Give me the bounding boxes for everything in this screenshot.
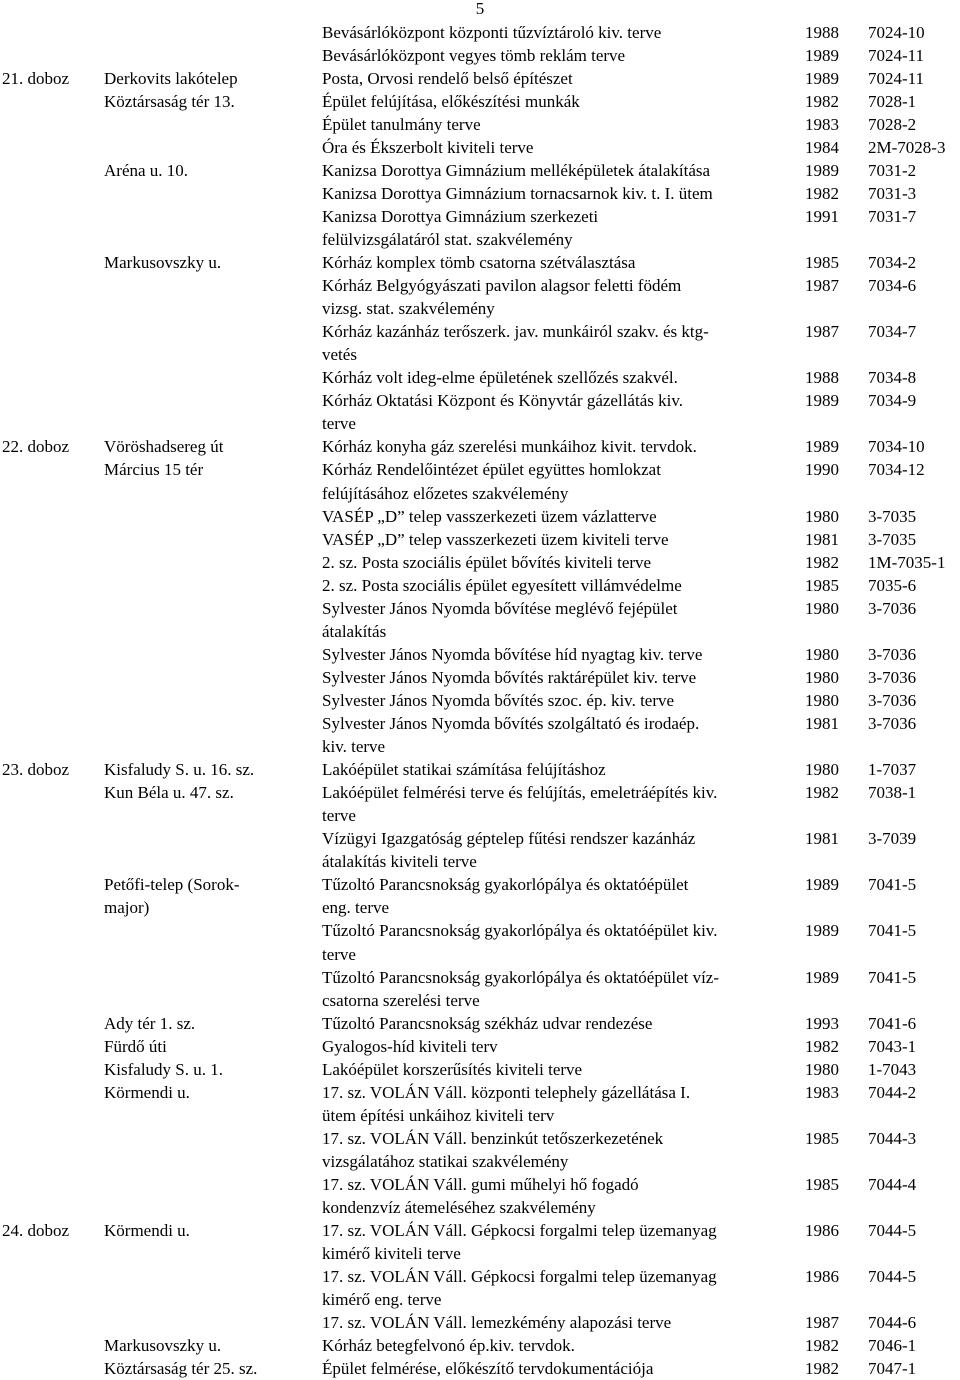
description: Tűzoltó Parancsnokság gyakorlópálya és oktatóépület kiv. [322,921,718,941]
plan-code: 3-7036 [868,598,917,618]
description: Tűzoltó Parancsnokság székház udvar rendezése [322,1013,653,1033]
table-row [0,1334,960,1357]
location: Köztársaság tér 25. sz. [104,1359,258,1379]
plan-code: 7024-11 [868,68,925,88]
year: 1989 [805,875,839,895]
year: 1983 [805,1082,839,1102]
table-row [0,1357,960,1380]
description: Tűzoltó Parancsnokság gyakorlópálya és oktatóépület [322,875,689,895]
year: 1993 [805,1013,839,1033]
description: Tűzoltó Parancsnokság gyakorlópálya és oktatóépület víz- [322,967,720,987]
plan-code: 3-7036 [868,644,917,664]
description: csatorna szerelési terve [322,990,480,1010]
description: 2. sz. Posta szociális épület egyesített villámvédelme [322,575,682,595]
table-row [0,1219,960,1242]
location: major) [104,898,150,918]
year: 1989 [805,921,839,941]
table-row [0,228,960,251]
plan-code: 7024-10 [868,22,925,42]
plan-code: 1M-7035-1 [868,552,946,572]
year: 1980 [805,506,839,526]
description: 17. sz. VOLÁN Váll. Gépkocsi forgalmi telep üzemanyag [322,1267,717,1287]
location: Ady tér 1. sz. [104,1013,196,1033]
table-row [0,274,960,297]
table-row [0,458,960,481]
year: 1989 [805,160,839,180]
plan-code: 7035-6 [868,575,917,595]
year: 1989 [805,45,839,65]
year: 1991 [805,206,839,226]
description: Kanizsa Dorottya Gimnázium melléképületek átalakítása [322,160,711,180]
year: 1980 [805,760,839,780]
year: 1989 [805,68,839,88]
table-row [0,67,960,90]
location: Derkovits lakótelep [104,68,238,88]
year: 1982 [805,183,839,203]
table-row [0,136,960,159]
description: kiv. terve [322,737,386,757]
year: 1980 [805,690,839,710]
location: Aréna u. 10. [104,160,189,180]
year: 1983 [805,114,839,134]
plan-code: 7043-1 [868,1036,917,1056]
description: Sylvester János Nyomda bővítése meglévő fejépület [322,598,678,618]
description: VASÉP „D” telep vasszerkezeti üzem kiviteli terve [322,529,669,549]
plan-code: 1-7037 [868,760,917,780]
table-row [0,781,960,804]
plan-code: 7034-7 [868,322,917,342]
table-row [0,205,960,228]
year: 1980 [805,598,839,618]
plan-code: 7044-2 [868,1082,917,1102]
description: Kórház konyha gáz szerelési munkáihoz kivit. tervdok. [322,437,697,457]
plan-code: 3-7035 [868,529,917,549]
year: 1982 [805,1336,839,1356]
plan-code: 7034-8 [868,368,917,388]
plan-code: 7044-4 [868,1175,917,1194]
location: Vöröshadsereg út [104,437,224,457]
year: 1987 [805,322,839,342]
description: Kórház Oktatási Központ és Könyvtár gázellátás kiv. [322,391,683,411]
year: 1980 [805,1059,839,1079]
description: Posta, Orvosi rendelő belső építészet [322,68,573,88]
location: Petőfi-telep (Sorok- [104,875,240,895]
box-number: 21. doboz [2,68,70,88]
description: Kórház Rendelőintézet épület együttes homlokzat [322,460,661,480]
plan-code: 7044-3 [868,1128,917,1148]
year: 1987 [805,1313,839,1333]
description: Épület felújítása, előkészítési munkák [322,91,580,111]
table-row [0,297,960,320]
plan-code: 7024-11 [868,45,925,65]
location: Kun Béla u. 47. sz. [104,783,234,803]
description: Gyalogos-híd kiviteli terv [322,1036,498,1056]
year: 1990 [805,460,839,480]
page-number: 5 [475,0,485,18]
description: 17. sz. VOLÁN Váll. benzinkút tetőszerkezetének [322,1128,664,1148]
plan-code: 7034-10 [868,437,925,457]
box-number: 24. doboz [2,1221,70,1241]
table-row [0,1311,960,1334]
plan-code: 7041-6 [868,1013,917,1033]
year: 1982 [805,1036,839,1056]
table-row [0,1288,960,1311]
description: Kórház komplex tömb csatorna szétválasztása [322,253,636,272]
year: 1989 [805,391,839,411]
table-row [0,21,960,44]
description: terve [322,944,356,964]
year: 1989 [805,967,839,987]
description: Épület tanulmány terve [322,114,481,134]
description: Kanizsa Dorottya Gimnázium tornacsarnok kiv. t. I. ütem [322,183,713,203]
description: Kórház volt ideg-elme épületének szellőzés szakvél. [322,368,678,388]
table-row [0,90,960,113]
description: felújításához előzetes szakvélemény [322,483,569,503]
table-row [0,343,960,366]
location: Kisfaludy S. u. 1. [104,1059,223,1079]
plan-code: 1-7043 [868,1059,917,1079]
description: Sylvester János Nyomda bővítés szoc. ép. kiv. terve [322,690,675,710]
table-row [0,712,960,735]
table-row [0,182,960,205]
table-row [0,689,960,712]
table-row [0,574,960,597]
year: 1981 [805,714,839,733]
table-row [0,966,960,989]
plan-code: 7041-5 [868,875,917,895]
table-row [0,1196,960,1219]
table-row [0,989,960,1012]
plan-code: 7041-5 [868,967,917,987]
plan-code: 7031-3 [868,183,917,203]
plan-code: 7034-12 [868,460,925,480]
description: kimérő eng. terve [322,1290,442,1310]
table-row [0,1127,960,1150]
table-row [0,735,960,758]
plan-code: 7046-1 [868,1336,917,1356]
plan-code: 3-7036 [868,714,917,733]
table-row [0,896,960,919]
table-row [0,505,960,528]
description: 17. sz. VOLÁN Váll. központi telephely gázellátása I. [322,1082,691,1102]
year: 1984 [805,137,839,157]
table-row [0,366,960,389]
description: Lakóépület felmérési terve és felújítás, emeletráépítés kiv. [322,783,718,803]
table-row [0,1012,960,1035]
location: Körmendi u. [104,1221,190,1241]
table-row [0,1150,960,1173]
year: 1982 [805,552,839,572]
year: 1988 [805,22,839,42]
table-row [0,551,960,574]
table-row [0,44,960,67]
plan-code: 7034-6 [868,276,917,296]
table-row [0,597,960,620]
description: ütem építési unkáihoz kiviteli terv [322,1105,555,1125]
plan-code: 7041-5 [868,921,917,941]
description: Sylvester János Nyomda bővítése híd nyagtag kiv. terve [322,644,703,664]
plan-code: 3-7036 [868,690,917,710]
plan-code: 7031-2 [868,160,917,180]
location: Markusovszky u. [104,253,222,272]
table-row [0,620,960,643]
plan-code: 3-7035 [868,506,917,526]
year: 1985 [805,1175,839,1194]
location: Március 15 tér [104,460,204,480]
plan-code: 7028-2 [868,114,917,134]
location: Köztársaság tér 13. [104,91,235,111]
table-row [0,643,960,666]
description: vizsg. stat. szakvélemény [322,299,495,319]
table-row [0,412,960,435]
description: terve [322,806,356,826]
description: 17. sz. VOLÁN Váll. Gépkocsi forgalmi telep üzemanyag [322,1221,717,1241]
plan-code: 2M-7028-3 [868,137,946,157]
table-row [0,758,960,781]
description: eng. terve [322,898,390,918]
year: 1980 [805,667,839,687]
year: 1985 [805,1128,839,1148]
table-row [0,1035,960,1058]
plan-code: 7031-7 [868,206,917,226]
year: 1980 [805,644,839,664]
table-row [0,1242,960,1265]
description: Épület felmérése, előkészítő tervdokumentációja [322,1359,654,1379]
location: Kisfaludy S. u. 16. sz. [104,760,255,780]
table-row [0,528,960,551]
description: vetés [322,345,357,365]
description: Bevásárlóközpont központi tűzvíztároló kiv. terve [322,22,662,42]
table-row [0,943,960,966]
table-row [0,873,960,896]
description: 2. sz. Posta szociális épület bővítés kiviteli terve [322,552,652,572]
description: Vízügyi Igazgatóság géptelep fűtési rendszer kazánház [322,829,696,849]
table-row [0,919,960,942]
box-number: 22. doboz [2,437,70,457]
year: 1987 [805,276,839,296]
description: terve [322,414,356,434]
description: felülvizsgálatáról stat. szakvélemény [322,229,573,249]
year: 1981 [805,829,839,849]
year: 1988 [805,368,839,388]
table-row [0,435,960,458]
plan-code: 3-7039 [868,829,917,849]
plan-code: 7034-2 [868,253,917,272]
description: Kanizsa Dorottya Gimnázium szerkezeti [322,206,599,226]
year: 1982 [805,91,839,111]
description: Bevásárlóközpont vegyes tömb reklám terve [322,45,626,65]
description: átalakítás [322,621,387,641]
table-row [0,850,960,873]
box-number: 23. doboz [2,760,70,780]
description: átalakítás kiviteli terve [322,852,477,872]
description: Sylvester János Nyomda bővítés szolgáltató és irodaép. [322,714,700,733]
plan-code: 7034-9 [868,391,917,411]
year: 1986 [805,1267,839,1287]
plan-code: 7044-6 [868,1313,917,1333]
table-row [0,159,960,182]
description: Kórház kazánház terőszerk. jav. munkáiról szakv. és ktg- [322,322,709,342]
year: 1985 [805,253,839,272]
year: 1982 [805,1359,839,1379]
plan-code: 3-7036 [868,667,917,687]
table-row [0,1081,960,1104]
description: Lakóépület korszerűsítés kiviteli terve [322,1059,583,1079]
table-row [0,666,960,689]
description: 17. sz. VOLÁN Váll. gumi műhelyi hő fogadó [322,1175,639,1194]
description: kondenzvíz átemeléséhez szakvélemény [322,1198,596,1218]
table-row [0,1173,960,1196]
table-row [0,1265,960,1288]
table-row [0,113,960,136]
description: 17. sz. VOLÁN Váll. lemezkémény alapozási terve [322,1313,672,1333]
plan-code: 7038-1 [868,783,917,803]
location: Fürdő úti [104,1036,167,1056]
plan-code: 7044-5 [868,1221,917,1241]
plan-code: 7047-1 [868,1359,917,1379]
location: Körmendi u. [104,1082,190,1102]
description: Kórház Belgyógyászati pavilon alagsor feletti födém [322,276,682,296]
table-row [0,827,960,850]
description: kimérő kiviteli terve [322,1244,461,1264]
description: Óra és Ékszerbolt kiviteli terve [322,137,534,157]
year: 1989 [805,437,839,457]
year: 1982 [805,783,839,803]
table-row [0,1104,960,1127]
table-row [0,482,960,505]
year: 1981 [805,529,839,549]
description: vizsgálatához statikai szakvélemény [322,1151,569,1171]
plan-code: 7044-5 [868,1267,917,1287]
table-row [0,320,960,343]
table-row [0,251,960,274]
description: VASÉP „D” telep vasszerkezeti üzem vázlatterve [322,506,657,526]
description: Kórház betegfelvonó ép.kiv. tervdok. [322,1336,575,1356]
year: 1986 [805,1221,839,1241]
year: 1985 [805,575,839,595]
description: Sylvester János Nyomda bővítés raktárépület kiv. terve [322,667,697,687]
location: Markusovszky u. [104,1336,222,1356]
table-row [0,1058,960,1081]
plan-code: 7028-1 [868,91,917,111]
description: Lakóépület statikai számítása felújításhoz [322,760,606,780]
table-row [0,804,960,827]
table-row [0,389,960,412]
